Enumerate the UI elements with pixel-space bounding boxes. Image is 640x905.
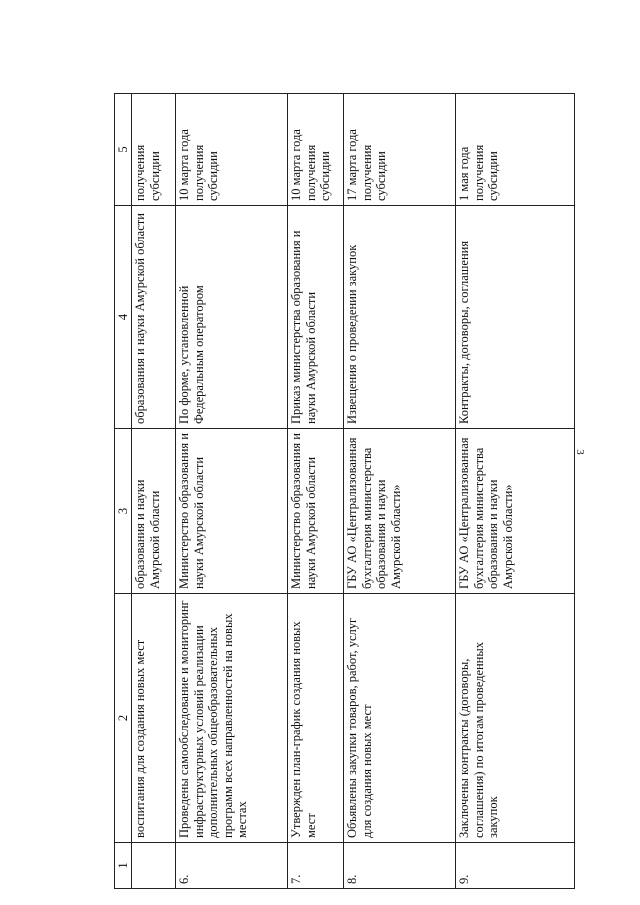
header-row xyxy=(115,94,132,889)
document-cell: Контракты, договоры, соглашения xyxy=(456,206,575,429)
row-number xyxy=(132,843,176,889)
table-row xyxy=(288,94,344,889)
executor-cell: Министерство образования и науки Амурской области xyxy=(288,429,344,594)
header-cell: 2 xyxy=(115,594,132,843)
header-cell: 3 xyxy=(115,429,132,594)
executor-cell: ГБУ АО «Централизованная бухгалтерия министерства образования и науки Амурской области» xyxy=(344,429,456,594)
deadline-cell: 10 марта года получения субсидии xyxy=(288,94,344,206)
table-row xyxy=(456,94,575,889)
event-cell: воспитания для создания новых мест xyxy=(132,594,176,843)
document-cell: Приказ министерства образования и науки Амурской области xyxy=(288,206,344,429)
document-cell: По форме, установленной Федеральным оператором xyxy=(176,206,288,429)
executor-cell: образования и науки Амурской области xyxy=(132,429,176,594)
document-cell: Извещения о проведении закупок xyxy=(344,206,456,429)
row-number: 8. xyxy=(344,843,456,889)
rotated-table-wrapper xyxy=(114,94,580,889)
row-number: 7. xyxy=(288,843,344,889)
deadline-cell: получения субсидии xyxy=(132,94,176,206)
deadline-cell: 10 марта года получения субсидии xyxy=(176,94,288,206)
plan-table xyxy=(114,93,575,889)
executor-cell: ГБУ АО «Централизованная бухгалтерия министерства образования и науки Амурской области» xyxy=(456,429,575,594)
table-row xyxy=(344,94,456,889)
event-cell: Объявлены закупки товаров, работ, услуг для создания новых мест xyxy=(344,594,456,843)
executor-cell: Министерство образования и науки Амурской области xyxy=(176,429,288,594)
deadline-cell: 1 мая года получения субсидии xyxy=(456,94,575,206)
event-cell: Заключены контракты (договоры, соглашения) по итогам проведенных закупок xyxy=(456,594,575,843)
row-number: 6. xyxy=(176,843,288,889)
header-cell: 1 xyxy=(115,843,132,889)
event-cell: Утвержден план-график создания новых мест xyxy=(288,594,344,843)
deadline-cell: 17 марта года получения субсидии xyxy=(344,94,456,206)
row-number: 9. xyxy=(456,843,575,889)
header-cell: 5 xyxy=(115,94,132,206)
table-row xyxy=(132,94,176,889)
header-cell: 4 xyxy=(115,206,132,429)
table-row xyxy=(176,94,288,889)
page-number: 3 xyxy=(574,449,586,455)
document-cell: образования и науки Амурской области xyxy=(132,206,176,429)
event-cell: Проведены самообследование и мониторинг инфраструктурных условий реализации дополнительных общеобразовательных программ всех направленностей на новых местах xyxy=(176,594,288,843)
